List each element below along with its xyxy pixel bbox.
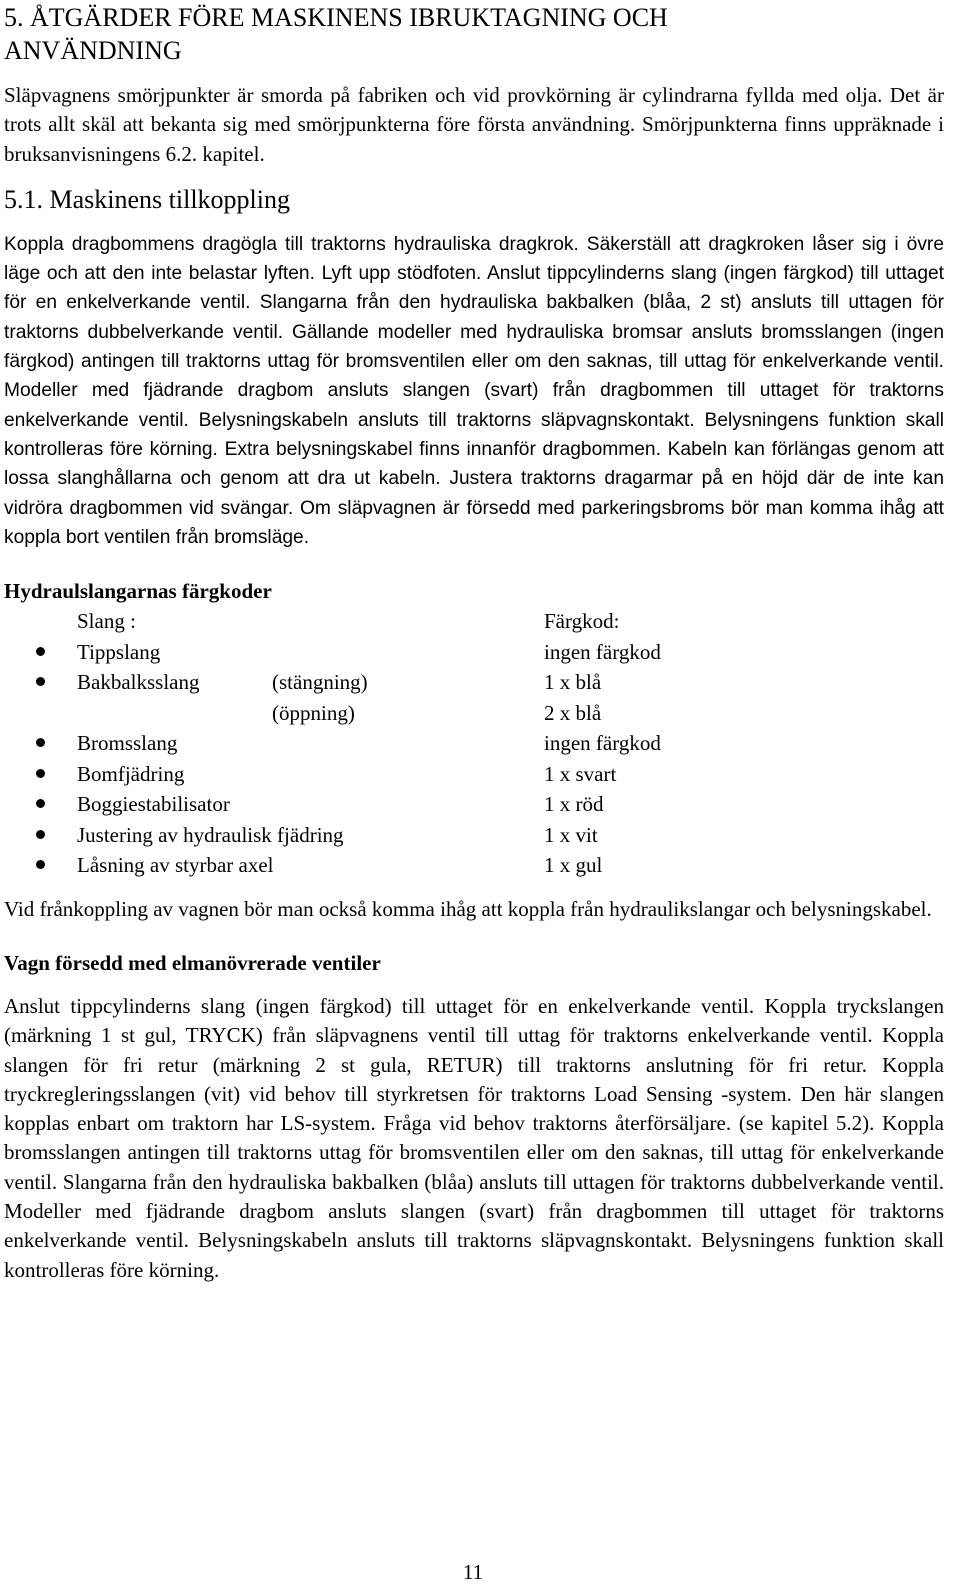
intro-paragraph: Släpvagnens smörjpunkter är smorda på fabriken och vid provkörning är cylindrarna fyllda med olja. Det är trots allt skäl att bekanta sig med smörjpunkterna före första användning. Smörjpunkterna finns uppräknade i bruksanvisningens 6.2. kapitel. [4, 83, 944, 166]
hose-table-title: Hydraulslangarnas färgkoder [4, 579, 272, 604]
page-number: 11 [462, 1560, 484, 1584]
hose-color-code: ingen färgkod [544, 639, 661, 664]
hose-color-code: 1 x gul [544, 853, 603, 878]
table-row [4, 667, 944, 698]
header-color: Färgkod: [544, 609, 620, 634]
hose-name: Bomfjädring [77, 761, 185, 786]
subsection-title: 5.1. Maskinens tillkoppling [4, 184, 290, 214]
bullet-icon [36, 830, 45, 839]
hose-name: Justering av hydraulisk fjädring [77, 822, 344, 847]
table-rows [4, 637, 944, 881]
electric-valves-paragraph: Anslut tippcylinderns slang (ingen färgkod) till uttaget för en enkelverkande ventil. Koppla tryckslangen (märkning 1 st gul, TRYCK) från släpvagnens ventil till uttag för traktorns enkelverkande ventil. Koppla slangen för fri retur (märkning 2 st gula, RETUR) till traktorns anslutning för fri retur. Koppla tryckregleringsslangen (vit) vid behov till styrkretsen för traktorns Load Sensing -system. Den här slangen kopplas enbart om traktorn har LS-system. Fråga vid behov traktorns återförsäljare. (se kapitel 5.2). Koppla bromsslangen antingen till traktorns uttag för bromsventilen eller om den saknas, till uttag för enkelverkande ventil. Slangarna från den hydrauliska bakbalken (blåa) ansluts till uttagen för traktorns dubbelverkande ventil. Modeller med fjädrande dragbom ansluts slangen (svart) från dragbommen till uttaget för traktorns enkelverkande ventil. Belysningskabeln ansluts till traktorns släpvagnskontakt. Belysningens funktion skall kontrolleras före körning. [4, 993, 944, 1282]
bullet-icon [36, 769, 45, 778]
section-title: 5. ÅTGÄRDER FÖRE MASKINENS IBRUKTAGNING OCH ANVÄNDNING [4, 3, 668, 65]
bullet-icon [36, 860, 45, 869]
bullet-icon [36, 647, 45, 656]
document-page [4, 0, 944, 1285]
hose-note: (öppning) [272, 700, 355, 725]
bullet-icon [36, 799, 45, 808]
hose-note: (stängning) [272, 670, 368, 695]
hose-name: Låsning av styrbar axel [77, 853, 274, 878]
table-row [4, 850, 944, 881]
table-row [4, 789, 944, 820]
table-row [4, 698, 944, 729]
electric-valves-title: Vagn försedd med elmanövrerade ventiler [4, 950, 381, 975]
hose-color-table [4, 606, 944, 881]
coupling-paragraph: Koppla dragbommens dragögla till traktorns hydrauliska dragkrok. Säkerställ att dragkroken låser sig i övre läge och att den inte belastar lyften. Lyft upp stödfoten. Anslut tippcylinderns slang (ingen färgkod) till uttaget för en enkelverkande ventil. Slangarna från den hydrauliska bakbalken (blåa, 2 st) ansluts till uttagen för traktorns dubbelverkande ventil. Gällande modeller med hydrauliska bromsar ansluts bromsslangen (ingen färgkod) antingen till traktorns uttag för bromsventilen eller om den saknas, till uttag för enkelverkande ventil. Modeller med fjädrande dragbom ansluts slangen (svart) från dragbommen till uttaget för traktorns enkelverkande ventil. Belysningskabeln ansluts till traktorns släpvagnskontakt. Belysningens funktion skall kontrolleras före körning. Extra belysningskabel finns innanför dragbommen. Kabeln kan förlängas genom att lossa slanghållarna och genom att dra ut kabeln. Justera traktorns dragarmar på en höjd där de inte kan vidröra dragbommen vid svängar. Om släpvagnen är försedd med parkeringsbroms bör man komma ihåg att koppla bort ventilen från bromsläge. [4, 233, 944, 548]
table-row [4, 820, 944, 851]
hose-name: Boggiestabilisator [77, 792, 230, 817]
table-row [4, 759, 944, 790]
hose-name: Bakbalksslang [77, 670, 200, 695]
table-row [4, 728, 944, 759]
hose-color-code: 2 x blå [544, 700, 602, 725]
hose-color-code: 1 x svart [544, 761, 617, 786]
bullet-icon [36, 738, 45, 747]
hose-color-code: 1 x blå [544, 670, 602, 695]
uncoupling-paragraph: Vid frånkoppling av vagnen bör man också komma ihåg att koppla från hydraulikslangar och belysningskabel. [4, 896, 932, 921]
hose-color-code: 1 x röd [544, 792, 604, 817]
table-row [4, 637, 944, 668]
hose-color-code: ingen färgkod [544, 731, 661, 756]
table-header-row [4, 606, 944, 637]
bullet-icon [36, 677, 45, 686]
hose-name: Bromsslang [77, 731, 178, 756]
header-hose: Slang : [77, 609, 136, 634]
hose-name: Tippslang [77, 639, 161, 664]
hose-color-code: 1 x vit [544, 822, 598, 847]
